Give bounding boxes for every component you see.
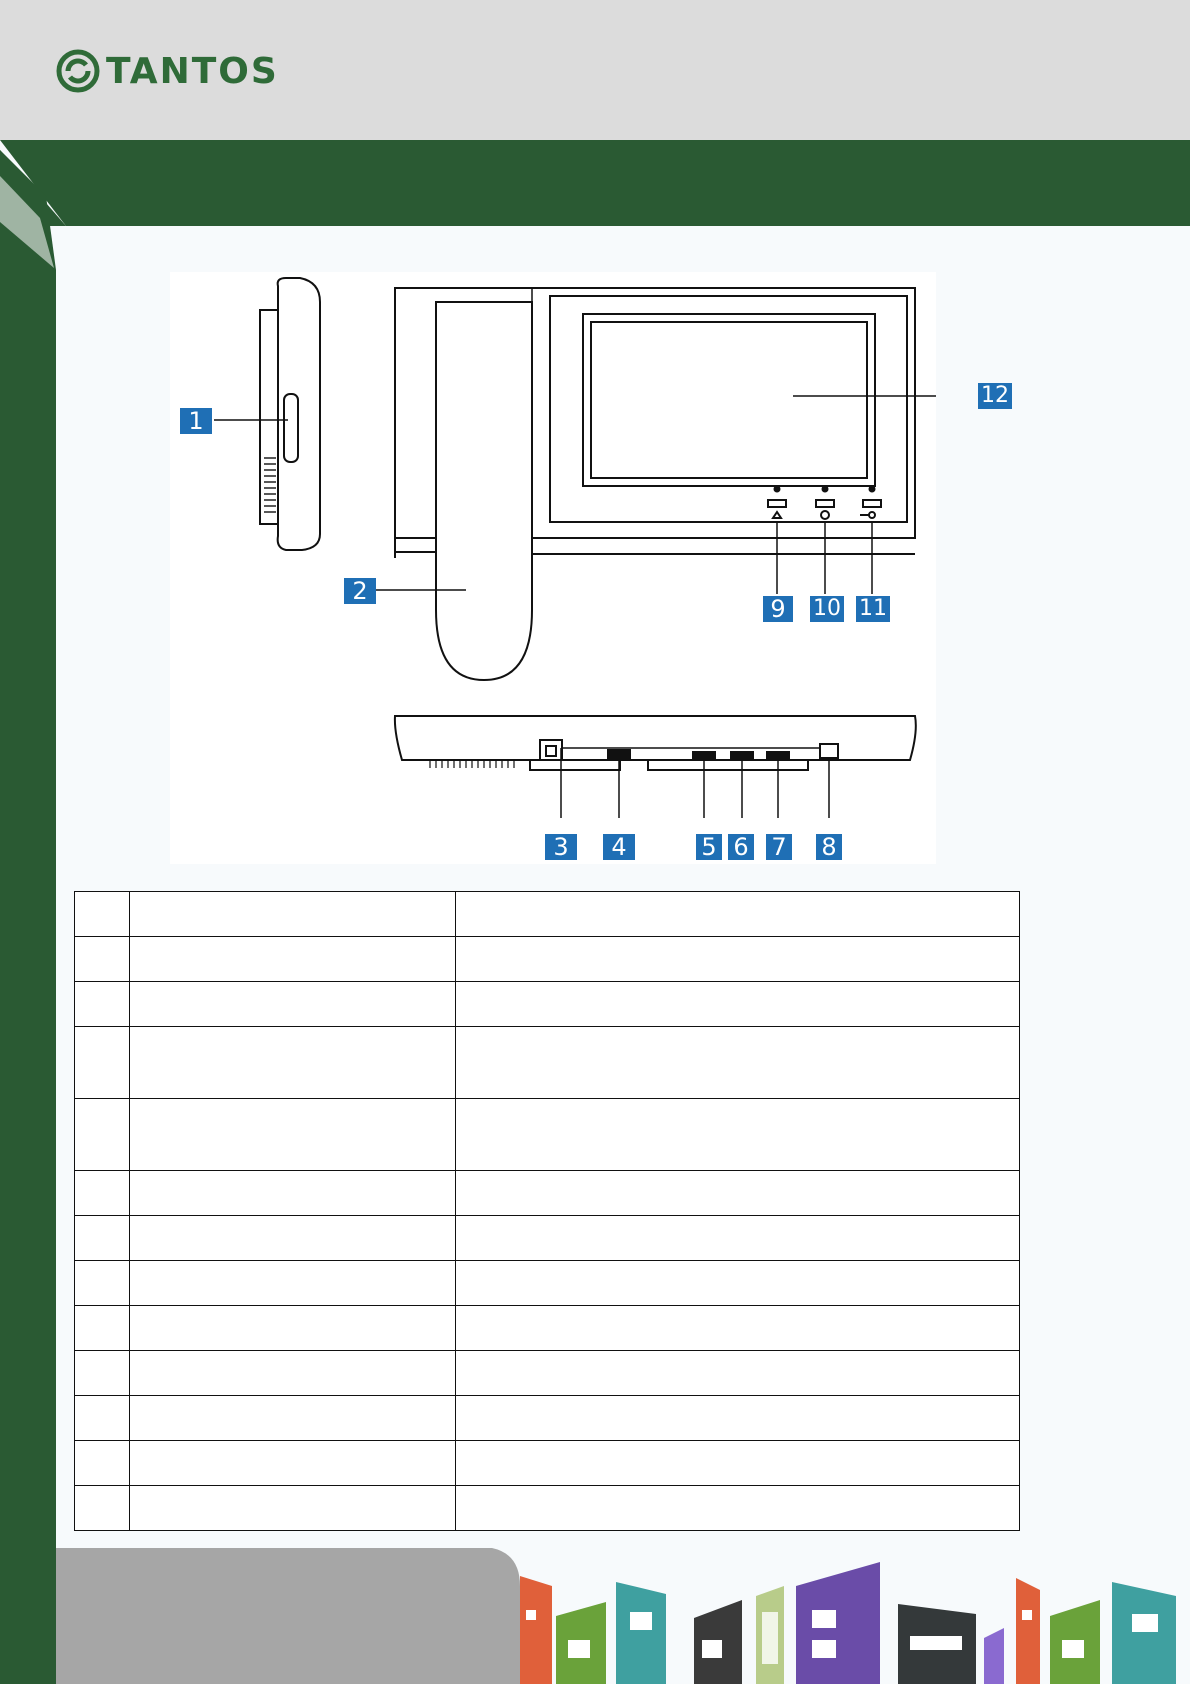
row-number — [75, 1306, 130, 1351]
row-name — [130, 1216, 456, 1261]
row-name — [130, 1351, 456, 1396]
row-description — [456, 982, 1020, 1027]
table-row — [75, 892, 1020, 937]
side-view-back-plate — [260, 310, 278, 524]
callout-1: 1 — [180, 408, 212, 434]
table-row — [75, 1306, 1020, 1351]
row-name — [130, 937, 456, 982]
row-description — [456, 1396, 1020, 1441]
row-number — [75, 1171, 130, 1216]
table-row — [75, 1486, 1020, 1531]
row-name — [130, 1099, 456, 1171]
row-number — [75, 892, 130, 937]
row-name — [130, 1171, 456, 1216]
table-row — [75, 1216, 1020, 1261]
button-10 — [816, 500, 834, 507]
table-row — [75, 1396, 1020, 1441]
handset — [436, 302, 532, 680]
callout-10: 10 — [810, 596, 844, 622]
row-description — [456, 1441, 1020, 1486]
row-description — [456, 1171, 1020, 1216]
port-7 — [767, 752, 789, 760]
table-row — [75, 1261, 1020, 1306]
row-description — [456, 1099, 1020, 1171]
port-4 — [608, 750, 630, 760]
table-row — [75, 1099, 1020, 1171]
brand-name: TANTOS — [106, 50, 279, 92]
row-description — [456, 1216, 1020, 1261]
callout-3: 3 — [545, 834, 577, 860]
row-name — [130, 1261, 456, 1306]
callout-11: 11 — [856, 596, 890, 622]
port-5 — [693, 752, 715, 760]
row-number — [75, 1261, 130, 1306]
row-description — [456, 1306, 1020, 1351]
row-description — [456, 1027, 1020, 1099]
callout-9: 9 — [763, 596, 793, 622]
device-diagram — [170, 272, 936, 864]
callout-7: 7 — [766, 834, 792, 860]
callout-6: 6 — [728, 834, 754, 860]
table-row — [75, 937, 1020, 982]
button-9 — [768, 500, 786, 507]
row-number — [75, 982, 130, 1027]
row-name — [130, 1396, 456, 1441]
table-row — [75, 1351, 1020, 1396]
row-name — [130, 1486, 456, 1531]
button-11 — [863, 500, 881, 507]
row-description — [456, 1351, 1020, 1396]
row-name — [130, 1441, 456, 1486]
callout-2: 2 — [344, 578, 376, 604]
row-name — [130, 1027, 456, 1099]
spec-table — [74, 891, 1020, 1531]
row-number — [75, 1027, 130, 1099]
row-description — [456, 937, 1020, 982]
table-row — [75, 1441, 1020, 1486]
table-row — [75, 1027, 1020, 1099]
row-name — [130, 892, 456, 937]
row-number — [75, 1099, 130, 1171]
row-description — [456, 1486, 1020, 1531]
callout-4: 4 — [603, 834, 635, 860]
row-description — [456, 892, 1020, 937]
row-number — [75, 1396, 130, 1441]
callout-5: 5 — [696, 834, 722, 860]
callout-8: 8 — [816, 834, 842, 860]
row-number — [75, 1216, 130, 1261]
row-description — [456, 1261, 1020, 1306]
table-row — [75, 982, 1020, 1027]
port-6 — [731, 752, 753, 760]
row-number — [75, 937, 130, 982]
row-number — [75, 1351, 130, 1396]
row-number — [75, 1486, 130, 1531]
device-diagram-panel — [170, 272, 1009, 864]
row-name — [130, 982, 456, 1027]
callout-12: 12 — [978, 383, 1012, 409]
row-name — [130, 1306, 456, 1351]
row-number — [75, 1441, 130, 1486]
switch-8 — [820, 744, 838, 758]
side-view-slot — [284, 394, 298, 462]
table-row — [75, 1171, 1020, 1216]
